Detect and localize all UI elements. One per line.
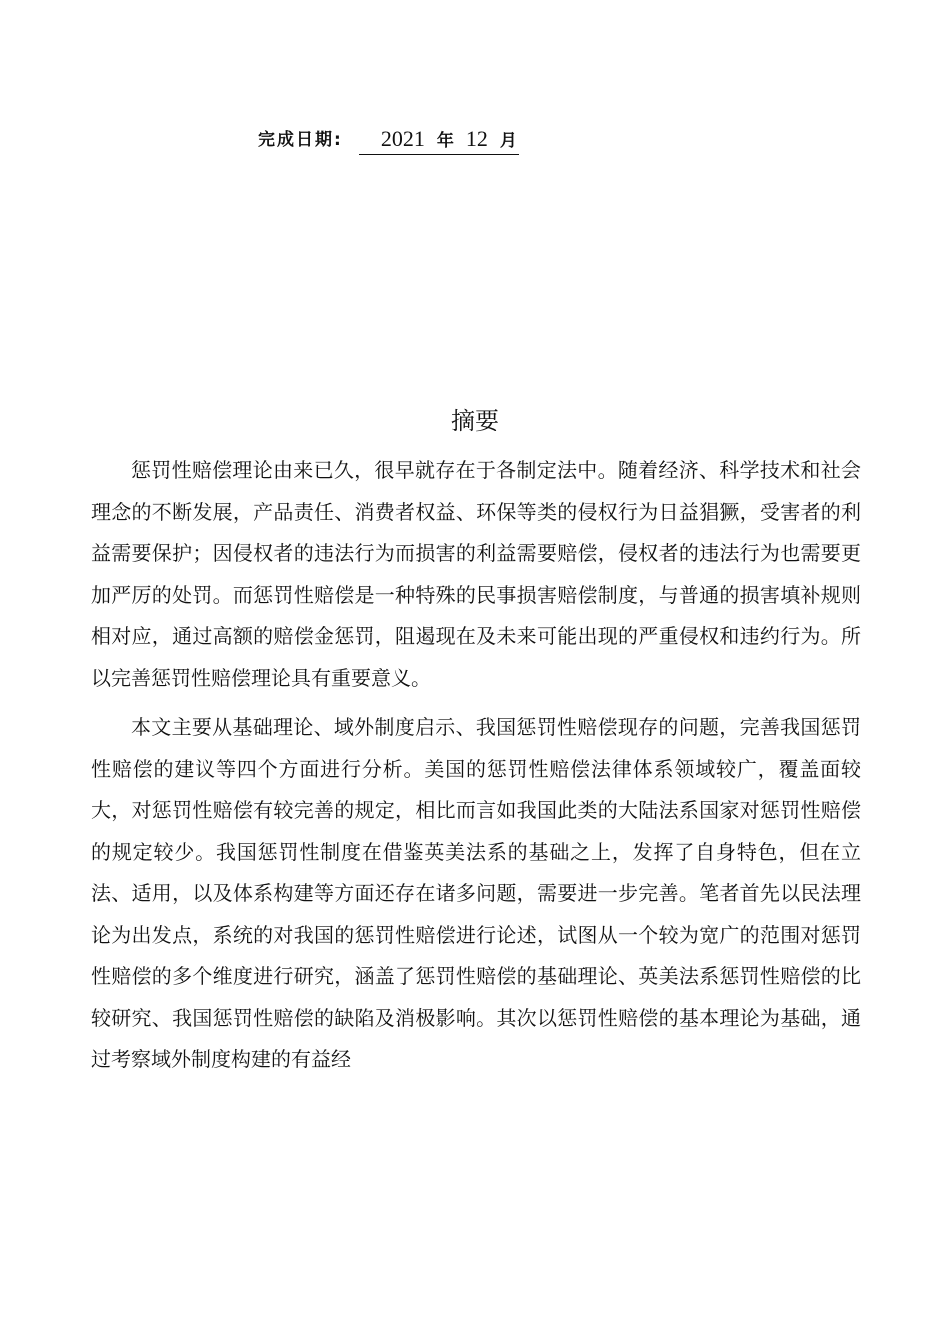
abstract-paragraph-2: 本文主要从基础理论、域外制度启示、我国惩罚性赔偿现存的问题，完善我国惩罚性赔偿的建议等四个方面进行分析。美国的惩罚性赔偿法律体系领域较广，覆盖面较大，对惩罚性赔偿有较完善的规定，相比而言如我国此类的大陆法系国家对惩罚性赔偿的规定较少。我国惩罚性制度在借鉴英美法系的基础之上，发挥了自身特色，但在立法、适用，以及体系构建等方面还存在诸多问题，需要进一步完善。笔者首先以民法理论为出发点，系统的对我国的惩罚性赔偿进行论述，试图从一个较为宽广的范围对惩罚性赔偿的多个维度进行研究，涵盖了惩罚性赔偿的基础理论、英美法系惩罚性赔偿的比较研究、我国惩罚性赔偿的缺陷及消极影响。其次以惩罚性赔偿的基本理论为基础，通过考察域外制度构建的有益经 xyxy=(91,715,861,1071)
completion-year-unit: 年 xyxy=(436,131,454,151)
abstract-title: 摘要 xyxy=(451,407,499,435)
completion-month-unit: 月 xyxy=(499,131,517,151)
completion-month: 12 xyxy=(465,126,488,151)
completion-year: 2021 xyxy=(380,126,425,151)
abstract-paragraph-1: 惩罚性赔偿理论由来已久，很早就存在于各制定法中。随着经济、科学技术和社会理念的不断发展，产品责任、消费者权益、环保等类的侵权行为日益猖獗，受害者的利益需要保护；因侵权者的违法行为而损害的利益需要赔偿，侵权者的违法行为也需要更加严厉的处罚。而惩罚性赔偿是一种特殊的民事损害赔偿制度，与普通的损害填补规则相对应，通过高额的赔偿金惩罚，阻遏现在及未来可能出现的严重侵权和违约行为。所以完善惩罚性赔偿理论具有重要意义。 xyxy=(91,458,861,690)
completion-date-line xyxy=(258,124,519,155)
completion-date-value xyxy=(359,124,519,155)
abstract-body xyxy=(91,450,861,1081)
completion-date-label: 完成日期: xyxy=(258,130,343,150)
